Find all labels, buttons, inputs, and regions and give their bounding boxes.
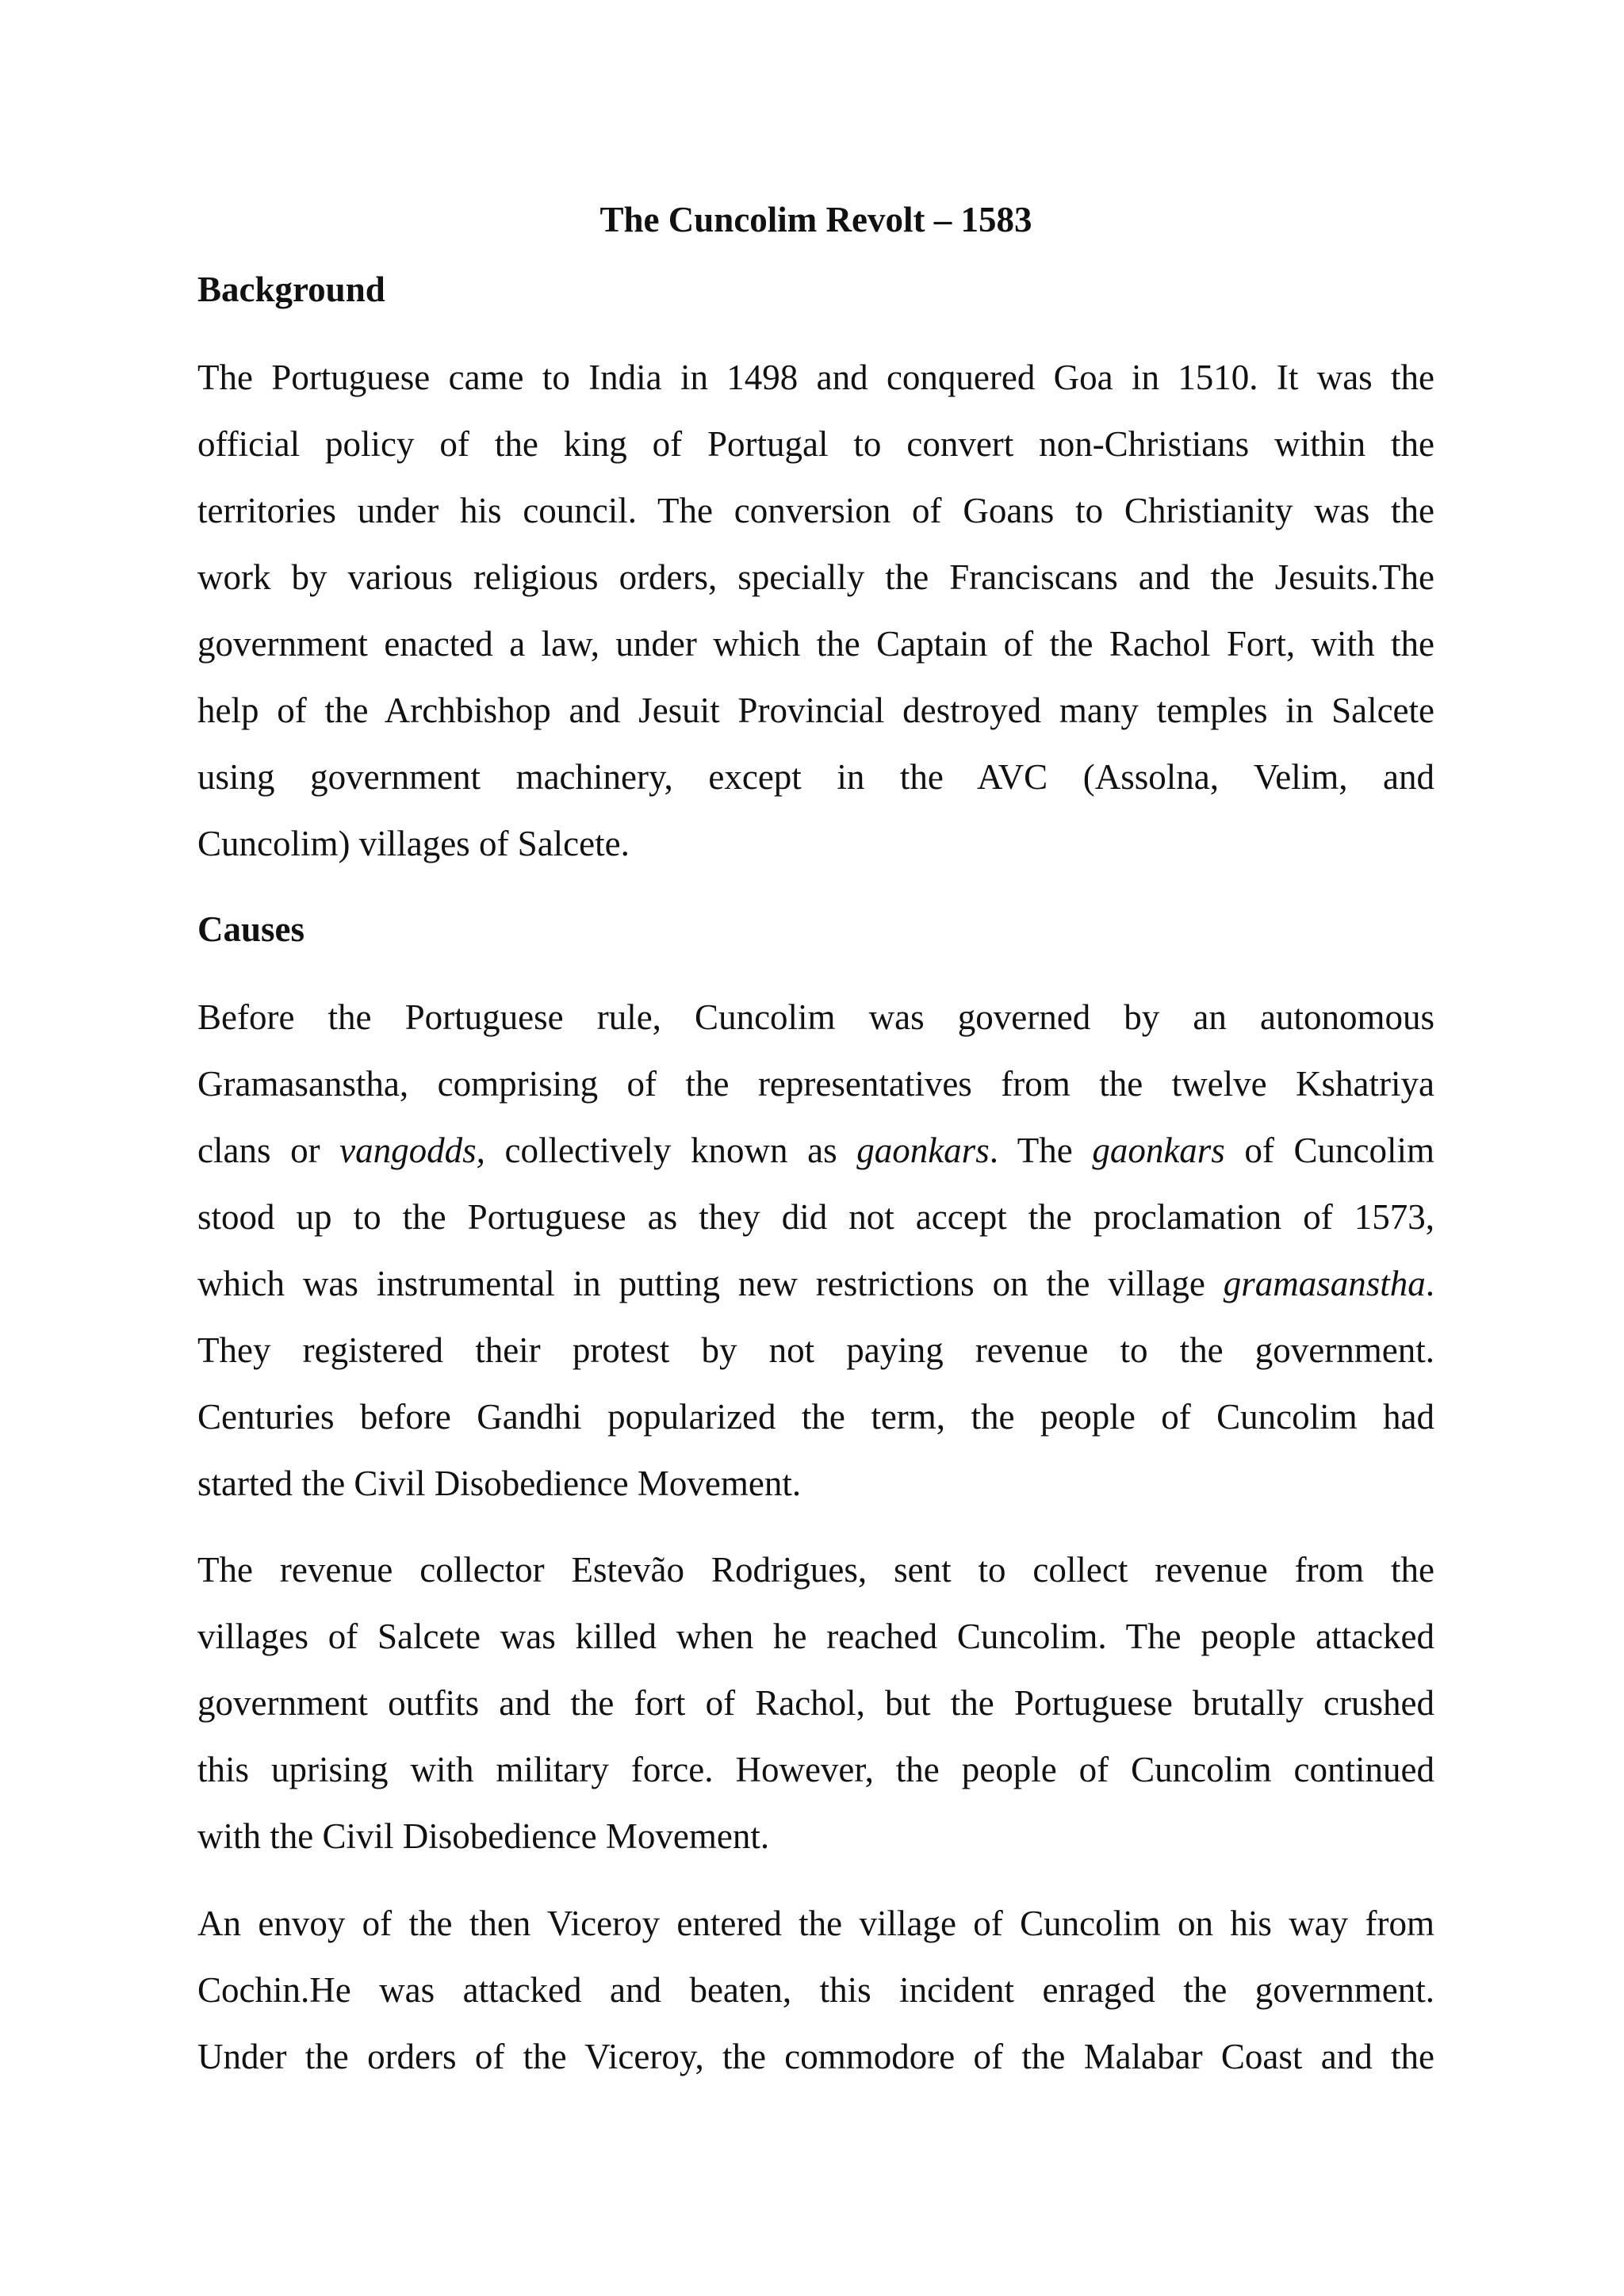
text-line: Cochin.He was attacked and beaten, this incident enraged the government. [197,1970,1434,2010]
text-line: Cuncolim) villages of Salcete. [197,824,630,863]
text-line: with the Civil Disobedience Movement. [197,1816,770,1856]
heading-causes: Causes [197,909,305,949]
text-segment: which was instrumental in putting new restrictions on the village [197,1264,1224,1303]
text-line: Gramasanstha, comprising of the representatives from the twelve Kshatriya [197,1064,1434,1104]
text-line: The revenue collector Estevão Rodrigues, sent to collect revenue from the [197,1550,1434,1590]
text-line: work by various religious orders, specially the Franciscans and the Jesuits.The [197,557,1434,597]
paragraph-causes-1 [197,984,1434,1517]
paragraph-causes-3 [197,1890,1434,2090]
italic-term-gramasanstha: gramasanstha [1223,1264,1426,1303]
paragraph-background [197,344,1434,877]
text-line: villages of Salcete was killed when he reached Cuncolim. The people attacked [197,1617,1434,1656]
text-line: An envoy of the then Viceroy entered the village of Cuncolim on his way from [197,1904,1434,1943]
text-line: started the Civil Disobedience Movement. [197,1464,802,1503]
text-line: help of the Archbishop and Jesuit Provincial destroyed many temples in Salcete [197,691,1434,730]
text-segment: . The [989,1131,1093,1170]
text-line: Under the orders of the Viceroy, the commodore of the Malabar Coast and the [197,2037,1434,2076]
text-line: official policy of the king of Portugal to convert non-Christians within the [197,424,1434,464]
text-segment: collectively known as [485,1131,857,1170]
document-title: The Cuncolim Revolt – 1583 [599,200,1032,239]
text-line-mixed [197,1250,1434,1317]
text-line: using government machinery, except in the AVC (Assolna, Velim, and [197,757,1434,797]
italic-term-vangodds: vangodds, [339,1131,485,1170]
text-line: The Portuguese came to India in 1498 and conquered Goa in 1510. It was the [197,358,1434,397]
text-line: They registered their protest by not paying revenue to the government. [197,1330,1434,1370]
heading-background: Background [197,270,385,309]
text-segment: . [1425,1264,1434,1303]
text-segment: clans or [197,1131,340,1170]
text-line: Before the Portuguese rule, Cuncolim was governed by an autonomous [197,997,1434,1037]
text-line: government enacted a law, under which the Captain of the Rachol Fort, with the [197,624,1434,664]
text-line-mixed [197,1117,1434,1184]
text-line: territories under his council. The conversion of Goans to Christianity was the [197,491,1434,530]
text-segment: of Cuncolim [1224,1131,1434,1170]
italic-term-gaonkars: gaonkars [1092,1131,1225,1170]
text-line: Centuries before Gandhi popularized the term, the people of Cuncolim had [197,1397,1434,1437]
text-line: stood up to the Portuguese as they did not accept the proclamation of 1573, [197,1197,1434,1237]
text-line: this uprising with military force. However, the people of Cuncolim continued [197,1750,1434,1789]
text-line: government outfits and the fort of Rachol, but the Portuguese brutally crushed [197,1683,1434,1723]
paragraph-causes-2 [197,1536,1434,1869]
italic-term-gaonkars: gaonkars [856,1131,990,1170]
